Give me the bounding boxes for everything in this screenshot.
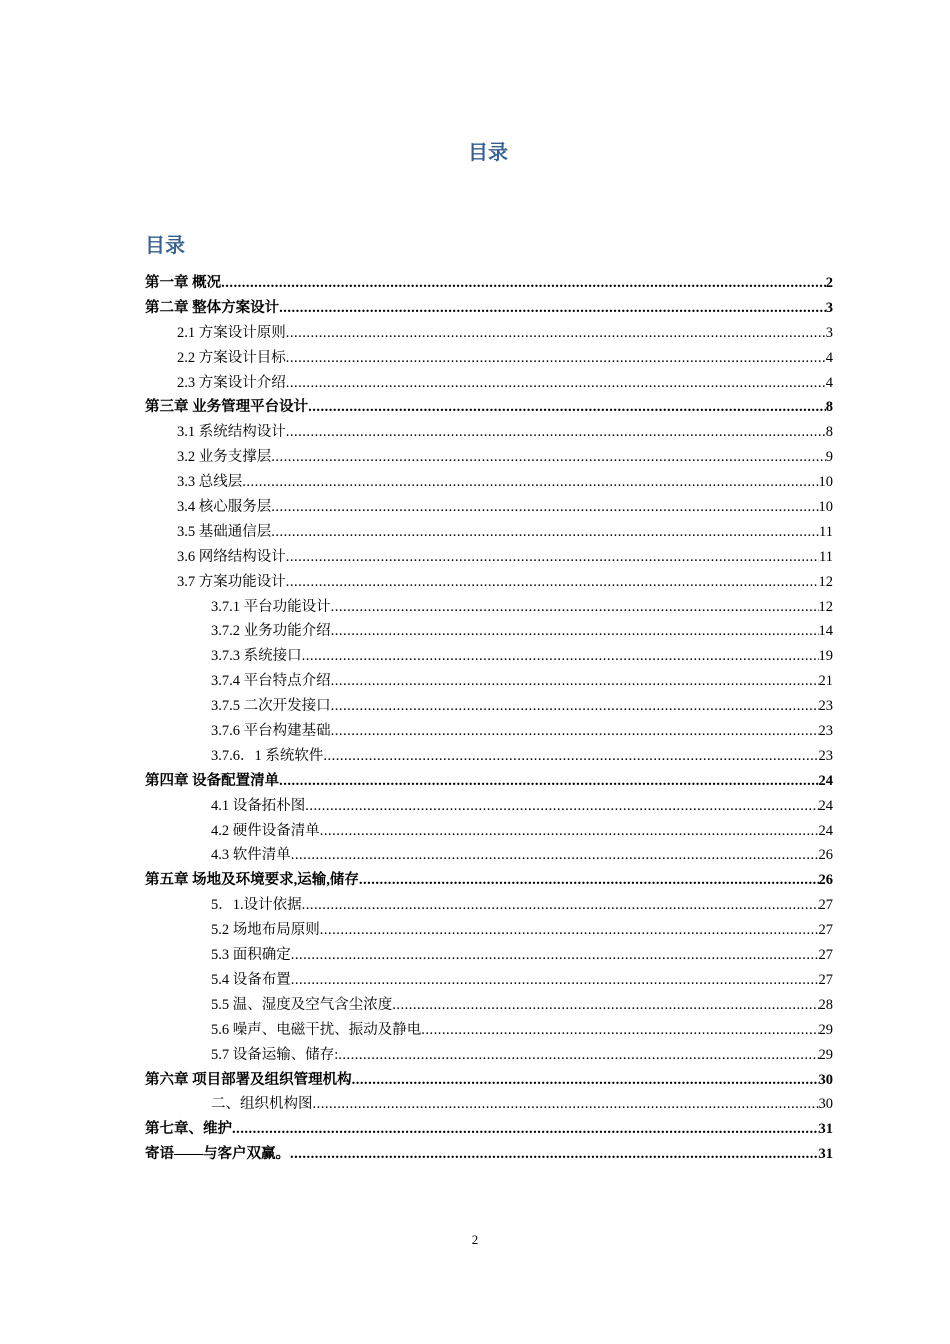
toc-entry[interactable] [145,346,833,371]
toc-entry-title: 3.7.1 平台功能设计 [211,598,331,615]
toc-dot-leader [331,719,819,744]
toc-entry-title: 第四章 设备配置清单 [145,772,280,789]
toc-dot-leader [286,545,819,570]
toc-dot-leader [291,843,819,868]
toc-entry-page: 28 [818,996,833,1013]
toc-entry-page: 29 [818,1046,833,1063]
toc-entry-title: 第三章 业务管理平台设计 [145,399,309,416]
toc-entry[interactable] [145,819,833,844]
toc-entry-page: 3 [825,324,833,341]
toc-entry-page: 24 [818,772,833,789]
toc-entry[interactable] [145,868,833,893]
toc-dot-leader [331,595,819,620]
toc-entry-page: 12 [818,573,833,590]
toc-entry[interactable] [145,1142,833,1167]
toc-dot-leader [320,918,819,943]
toc-entry-page: 10 [818,499,833,516]
toc-entry-title: 5.3 面积确定 [211,947,291,964]
toc-entry-title: 2.1 方案设计原则 [177,324,286,341]
toc-entry-page: 26 [818,847,833,864]
toc-entry-title: 5.7 设备运输、储存: [211,1046,339,1063]
toc-entry[interactable] [145,296,833,321]
toc-entry[interactable] [145,669,833,694]
toc-entry[interactable] [145,371,833,396]
toc-entry-page: 12 [818,598,833,615]
toc-dot-leader [286,371,826,396]
toc-entry-page: 4 [825,374,833,391]
toc-entry-page: 11 [819,548,833,565]
toc-entry[interactable] [145,794,833,819]
toc-entry-page: 21 [818,673,833,690]
toc-dot-leader [232,1117,819,1142]
toc-entry[interactable] [145,470,833,495]
toc-entry-title: 寄语——与客户双赢。 [145,1146,290,1163]
toc-entry-title: 第二章 整体方案设计 [145,299,280,316]
toc-entry-page: 24 [818,797,833,814]
toc-entry-title: 3.7.5 二次开发接口 [211,698,331,715]
toc-entry-title: 5.6 噪声、电磁干扰、振动及静电 [211,1021,422,1038]
toc-entry[interactable] [145,769,833,794]
toc-dot-leader [305,794,818,819]
toc-dot-leader [286,321,826,346]
toc-dot-leader [286,420,826,445]
toc-dot-leader [286,346,826,371]
toc-entry-title: 3.6 网络结构设计 [177,548,286,565]
toc-dot-leader [323,744,818,769]
toc-entry-title: 3.1 系统结构设计 [177,424,286,441]
toc-entry[interactable] [145,993,833,1018]
toc-dot-leader [331,694,819,719]
toc-entry[interactable] [145,1043,833,1068]
toc-entry[interactable] [145,495,833,520]
toc-dot-leader [302,644,819,669]
toc-dot-leader [221,271,826,296]
toc-dot-leader [286,570,819,595]
toc-entry[interactable] [145,893,833,918]
toc-dot-leader [271,495,818,520]
toc-entry-title: 4.3 软件清单 [211,847,291,864]
toc-entry-title: 3.4 核心服务层 [177,499,272,516]
toc-dot-leader [392,993,818,1018]
toc-dot-leader [421,1018,818,1043]
toc-entry-page: 24 [818,822,833,839]
toc-dot-leader [279,296,826,321]
toc-heading: 目录 [145,233,185,257]
toc-entry-title: 4.2 硬件设备清单 [211,822,320,839]
toc-entry[interactable] [145,943,833,968]
toc-entry[interactable] [145,694,833,719]
toc-entry-title: 3.7.3 系统接口 [211,648,302,665]
toc-entry-title: 3.7.6．1 系统软件 [211,747,324,764]
toc-entry-page: 11 [819,523,833,540]
toc-entry-title: 5．1.设计依据 [211,897,302,914]
toc-entry[interactable] [145,744,833,769]
toc-dot-leader [302,893,819,918]
toc-entry-title: 5.4 设备布置 [211,971,291,988]
toc-dot-leader [290,1142,819,1167]
toc-entry-page: 23 [818,723,833,740]
page-number: 2 [471,1232,479,1247]
toc-entry-page: 10 [818,474,833,491]
toc-entry-title: 二、组织机构图 [211,1096,313,1113]
toc-dot-leader [313,1092,819,1117]
toc-entry-title: 2.3 方案设计介绍 [177,374,286,391]
toc-entry[interactable] [145,918,833,943]
page-title: 目录 [468,140,508,164]
toc-entry-title: 第六章 项目部署及组织管理机构 [145,1071,352,1088]
toc-entry-page: 8 [825,424,833,441]
toc-entry-page: 30 [818,1096,833,1113]
toc-entry-page: 8 [825,399,833,416]
toc-entry-title: 4.1 设备拓朴图 [211,797,306,814]
toc-entry-title: 3.7.2 业务功能介绍 [211,623,331,640]
toc-dot-leader [271,520,819,545]
toc-entry[interactable] [145,1117,833,1142]
toc-dot-leader [271,445,826,470]
toc-entry[interactable] [145,968,833,993]
toc-entry[interactable] [145,570,833,595]
toc-entry-page: 31 [818,1146,833,1163]
toc-entry[interactable] [145,1018,833,1043]
toc-entry[interactable] [145,843,833,868]
toc-entry-page: 27 [818,971,833,988]
toc-entry[interactable] [145,644,833,669]
toc-entry[interactable] [145,545,833,570]
toc-dot-leader [331,669,819,694]
table-of-contents [145,271,833,1167]
toc-entry[interactable] [145,520,833,545]
toc-entry[interactable] [145,719,833,744]
toc-entry-title: 第五章 场地及环境要求,运输,储存 [145,872,359,889]
toc-entry-page: 9 [825,449,833,466]
toc-entry-page: 29 [818,1021,833,1038]
toc-entry-page: 23 [818,747,833,764]
toc-entry-title: 3.7.6 平台构建基础 [211,723,331,740]
toc-entry-title: 3.7.4 平台特点介绍 [211,673,331,690]
toc-entry-title: 3.2 业务支撑层 [177,449,272,466]
toc-dot-leader [308,395,826,420]
toc-entry[interactable] [145,395,833,420]
toc-dot-leader [331,619,819,644]
toc-dot-leader [291,968,819,993]
toc-entry-title: 第一章 概况 [145,275,222,291]
toc-entry-page: 23 [818,698,833,715]
toc-entry-page: 4 [825,349,833,366]
toc-entry[interactable] [145,420,833,445]
toc-entry[interactable] [145,1092,833,1117]
toc-entry-page: 30 [818,1071,833,1088]
toc-entry-page: 31 [818,1121,833,1138]
toc-entry-page: 19 [818,648,833,665]
toc-entry-title: 第七章、维护 [145,1121,232,1138]
toc-dot-leader [279,769,818,794]
toc-entry-page: 3 [825,299,833,316]
toc-entry-title: 2.2 方案设计目标 [177,349,286,366]
toc-entry-title: 3.7 方案功能设计 [177,573,286,590]
toc-dot-leader [359,868,819,893]
toc-entry-title: 5.5 温、湿度及空气含尘浓度 [211,996,393,1013]
toc-entry[interactable] [145,321,833,346]
toc-entry-page: 14 [818,623,833,640]
toc-dot-leader [352,1068,819,1093]
toc-entry[interactable] [145,271,833,296]
toc-dot-leader [242,470,818,495]
toc-entry-title: 5.2 场地布局原则 [211,922,320,939]
toc-entry[interactable] [145,445,833,470]
toc-entry-title: 3.3 总线层 [177,474,243,491]
toc-entry[interactable] [145,595,833,620]
toc-dot-leader [291,943,819,968]
toc-entry-page: 27 [818,897,833,914]
toc-entry-page: 27 [818,922,833,939]
toc-entry[interactable] [145,619,833,644]
toc-entry-page: 2 [825,275,833,291]
toc-dot-leader [338,1043,818,1068]
toc-entry-page: 26 [818,872,833,889]
toc-entry-page: 27 [818,947,833,964]
toc-entry-title: 3.5 基础通信层 [177,523,272,540]
toc-dot-leader [320,819,819,844]
toc-entry[interactable] [145,1068,833,1093]
